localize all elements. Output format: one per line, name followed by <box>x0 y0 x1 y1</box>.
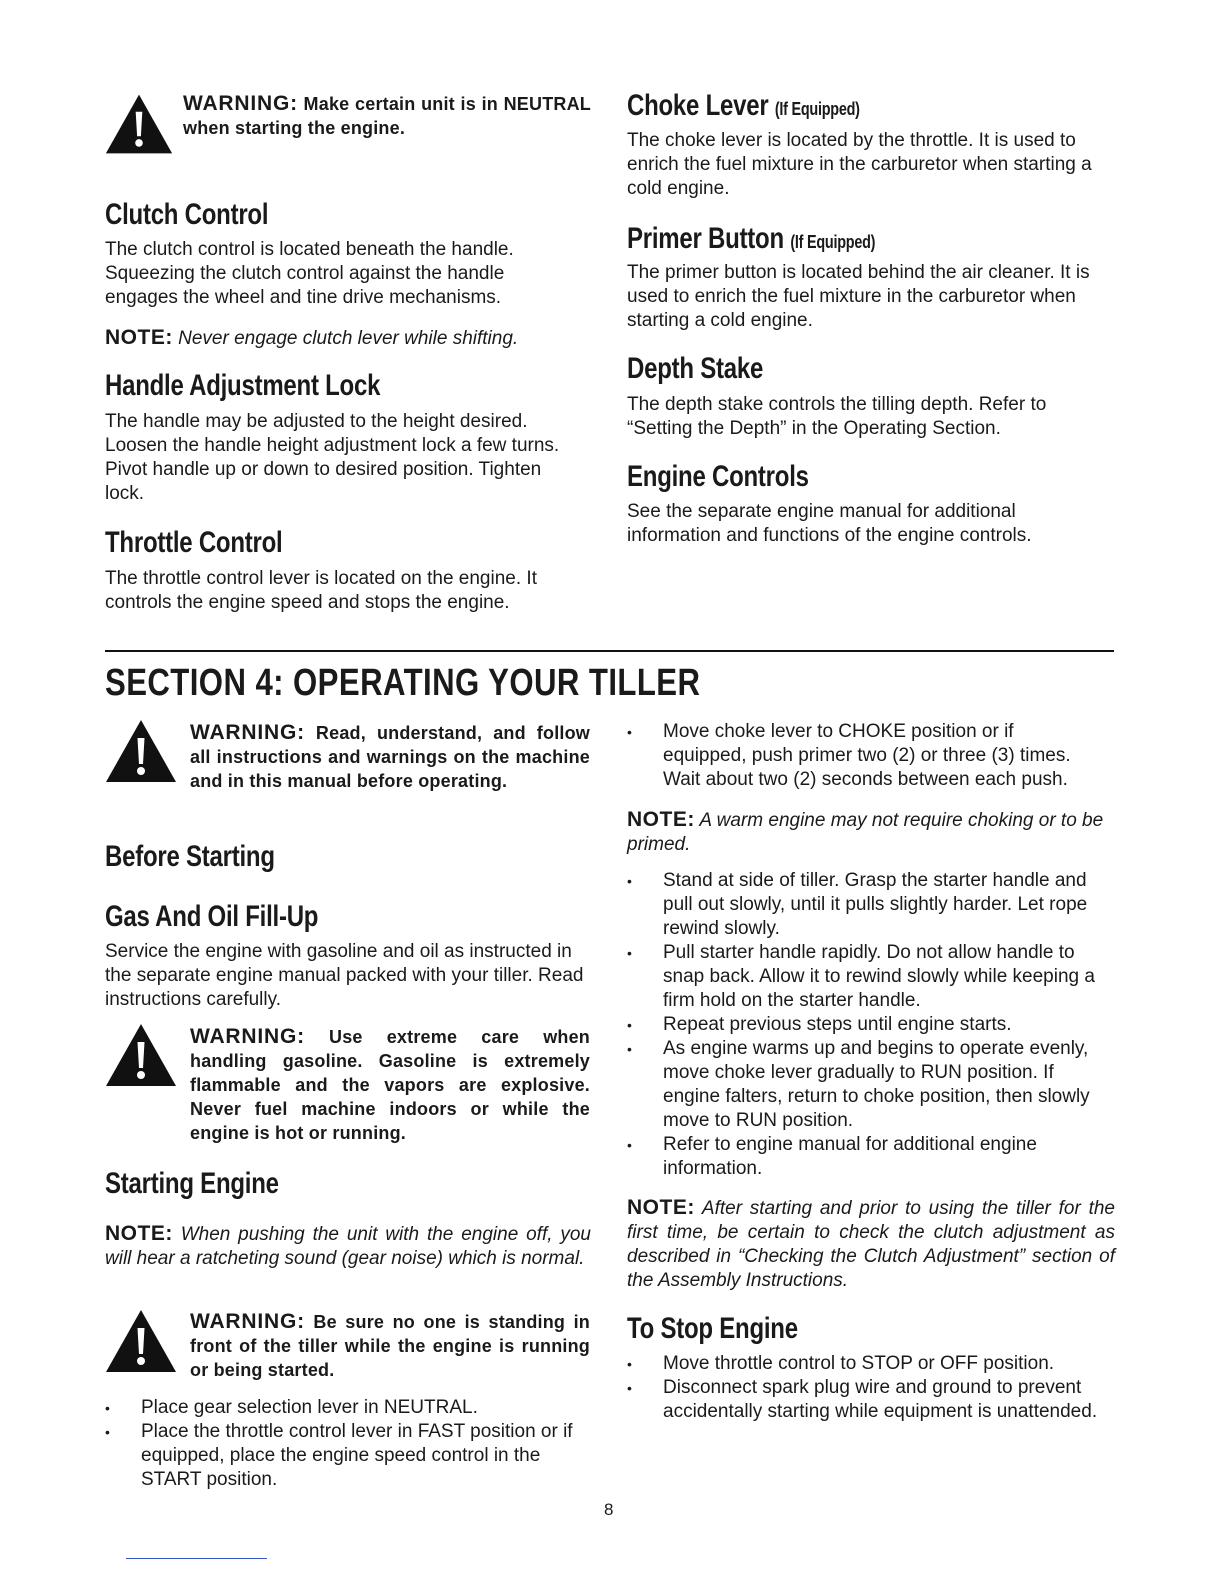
note-label: NOTE: <box>105 1222 173 1245</box>
warning-triangle-icon <box>104 718 178 784</box>
starting-steps-left <box>105 1396 595 1492</box>
warning-label: WARNING: <box>190 1025 305 1048</box>
warning-label: WARNING: <box>190 721 305 744</box>
choke-lever-title: Choke Lever <box>627 89 769 122</box>
heading-before-starting: Before Starting <box>105 840 275 873</box>
list-item: • Move choke lever to CHOKE position or if equipped, push primer two (2) or three (3) times. Wait about two (2) seconds between each push. <box>627 720 1087 792</box>
starting-steps-right-2 <box>627 869 1109 1181</box>
starting-steps-right-1 <box>627 720 1087 792</box>
heading-handle-adjustment-lock: Handle Adjustment Lock <box>105 369 381 402</box>
note-text: When pushing the unit with the engine off, you will hear a ratcheting sound (gear noise) which is normal. <box>105 1224 592 1269</box>
footer-line <box>126 1558 267 1559</box>
choke-lever-suffix: (If Equipped) <box>774 99 860 119</box>
heading-choke-lever <box>627 89 860 126</box>
warning-box-bystanders <box>190 1310 590 1382</box>
depth-stake-text: The depth stake controls the tilling depth. Refer to “Setting the Depth” in the Operating Section. <box>627 394 1047 439</box>
list-item: • Stand at side of tiller. Grasp the starter handle and pull out slowly, until it pulls slightly harder. Let rope rewind slowly. <box>627 869 1109 941</box>
note-label: NOTE: <box>105 326 173 349</box>
warning-triangle-icon <box>104 1308 178 1374</box>
warning-box-neutral <box>183 92 591 140</box>
warning-box-read-instructions <box>190 721 590 793</box>
heading-depth-stake: Depth Stake <box>627 352 764 385</box>
stop-engine-steps <box>627 1352 1107 1424</box>
section-divider <box>105 650 1114 652</box>
handle-adjustment-text: The handle may be adjusted to the height desired. Loosen the handle height adjustment lock a few turns. Pivot handle up or down to desired position. Tighten lock. <box>105 411 560 504</box>
clutch-note <box>105 326 565 351</box>
list-item: • Refer to engine manual for additional engine information. <box>627 1133 1109 1181</box>
heading-clutch-control: Clutch Control <box>105 198 269 231</box>
throttle-control-text: The throttle control lever is located on the engine. It controls the engine speed and stops the engine. <box>105 568 537 613</box>
note-text: After starting and prior to using the tiller for the first time, be certain to check the clutch adjustment as described in “Checking the Clutch Adjustment” section of the Assembly Instructions. <box>627 1198 1115 1291</box>
heading-primer-button <box>627 222 875 259</box>
list-item: • Move throttle control to STOP or OFF position. <box>627 1352 1107 1376</box>
list-item: • Repeat previous steps until engine starts. <box>627 1013 1109 1037</box>
section-title: SECTION 4: OPERATING YOUR TILLER <box>105 662 701 704</box>
list-item: • As engine warms up and begins to operate evenly, move choke lever gradually to RUN position. If engine falters, return to choke position, then slowly move to RUN position. <box>627 1037 1109 1133</box>
warning-box-gasoline <box>190 1025 590 1145</box>
after-starting-note <box>627 1196 1115 1293</box>
warning-text: Be sure no one is standing in front of the tiller while the engine is running or being started. <box>190 1312 590 1380</box>
starting-engine-note <box>105 1222 591 1271</box>
warning-text: Use extreme care when handling gasoline. Gasoline is extremely flammable and the vapors are explosive. Never fuel machine indoors or while the engine is hot or running. <box>190 1027 591 1143</box>
heading-starting-engine: Starting Engine <box>105 1167 279 1200</box>
primer-button-suffix: (If Equipped) <box>790 232 876 252</box>
heading-to-stop-engine: To Stop Engine <box>627 1312 798 1345</box>
engine-controls-text: See the separate engine manual for additional information and functions of the engine controls. <box>627 501 1032 546</box>
list-item: • Pull starter handle rapidly. Do not allow handle to snap back. Allow it to rewind slowly while keeping a firm hold on the starter handle. <box>627 941 1109 1013</box>
heading-engine-controls: Engine Controls <box>627 460 809 493</box>
choke-lever-text: The choke lever is located by the throttle. It is used to enrich the fuel mixture in the carburetor when starting a cold engine. <box>627 130 1092 199</box>
gas-oil-text: Service the engine with gasoline and oil as instructed in the separate engine manual packed with your tiller. Read instructions carefully. <box>105 941 584 1010</box>
warning-label: WARNING: <box>183 92 298 115</box>
warning-text: Make certain unit is in NEUTRAL when starting the engine. <box>183 94 592 138</box>
note-label: NOTE: <box>627 1196 695 1219</box>
warning-triangle-icon <box>104 92 174 156</box>
warning-triangle-icon <box>104 1022 178 1088</box>
list-item: • Place gear selection lever in NEUTRAL. <box>105 1396 595 1420</box>
heading-gas-and-oil: Gas And Oil Fill-Up <box>105 900 319 933</box>
note-text: A warm engine may not require choking or to be primed. <box>627 810 1104 855</box>
page-number: 8 <box>604 1500 614 1519</box>
note-label: NOTE: <box>627 808 695 831</box>
clutch-control-text: The clutch control is located beneath the handle. Squeezing the clutch control against the handle engages the wheel and tine drive mechanisms. <box>105 239 514 308</box>
heading-throttle-control: Throttle Control <box>105 526 283 559</box>
warm-engine-note <box>627 808 1115 857</box>
warning-text: Read, understand, and follow all instructions and warnings on the machine and in this manual before operating. <box>190 723 590 791</box>
primer-button-text: The primer button is located behind the air cleaner. It is used to enrich the fuel mixture in the carburetor when starting a cold engine. <box>627 262 1090 331</box>
list-item: • Disconnect spark plug wire and ground to prevent accidentally starting while equipment is unattended. <box>627 1376 1107 1424</box>
primer-button-title: Primer Button <box>627 222 784 255</box>
note-text: Never engage clutch lever while shifting. <box>178 328 519 349</box>
warning-label: WARNING: <box>190 1310 305 1333</box>
list-item: • Place the throttle control lever in FAST position or if equipped, place the engine speed control in the START position. <box>105 1420 595 1492</box>
